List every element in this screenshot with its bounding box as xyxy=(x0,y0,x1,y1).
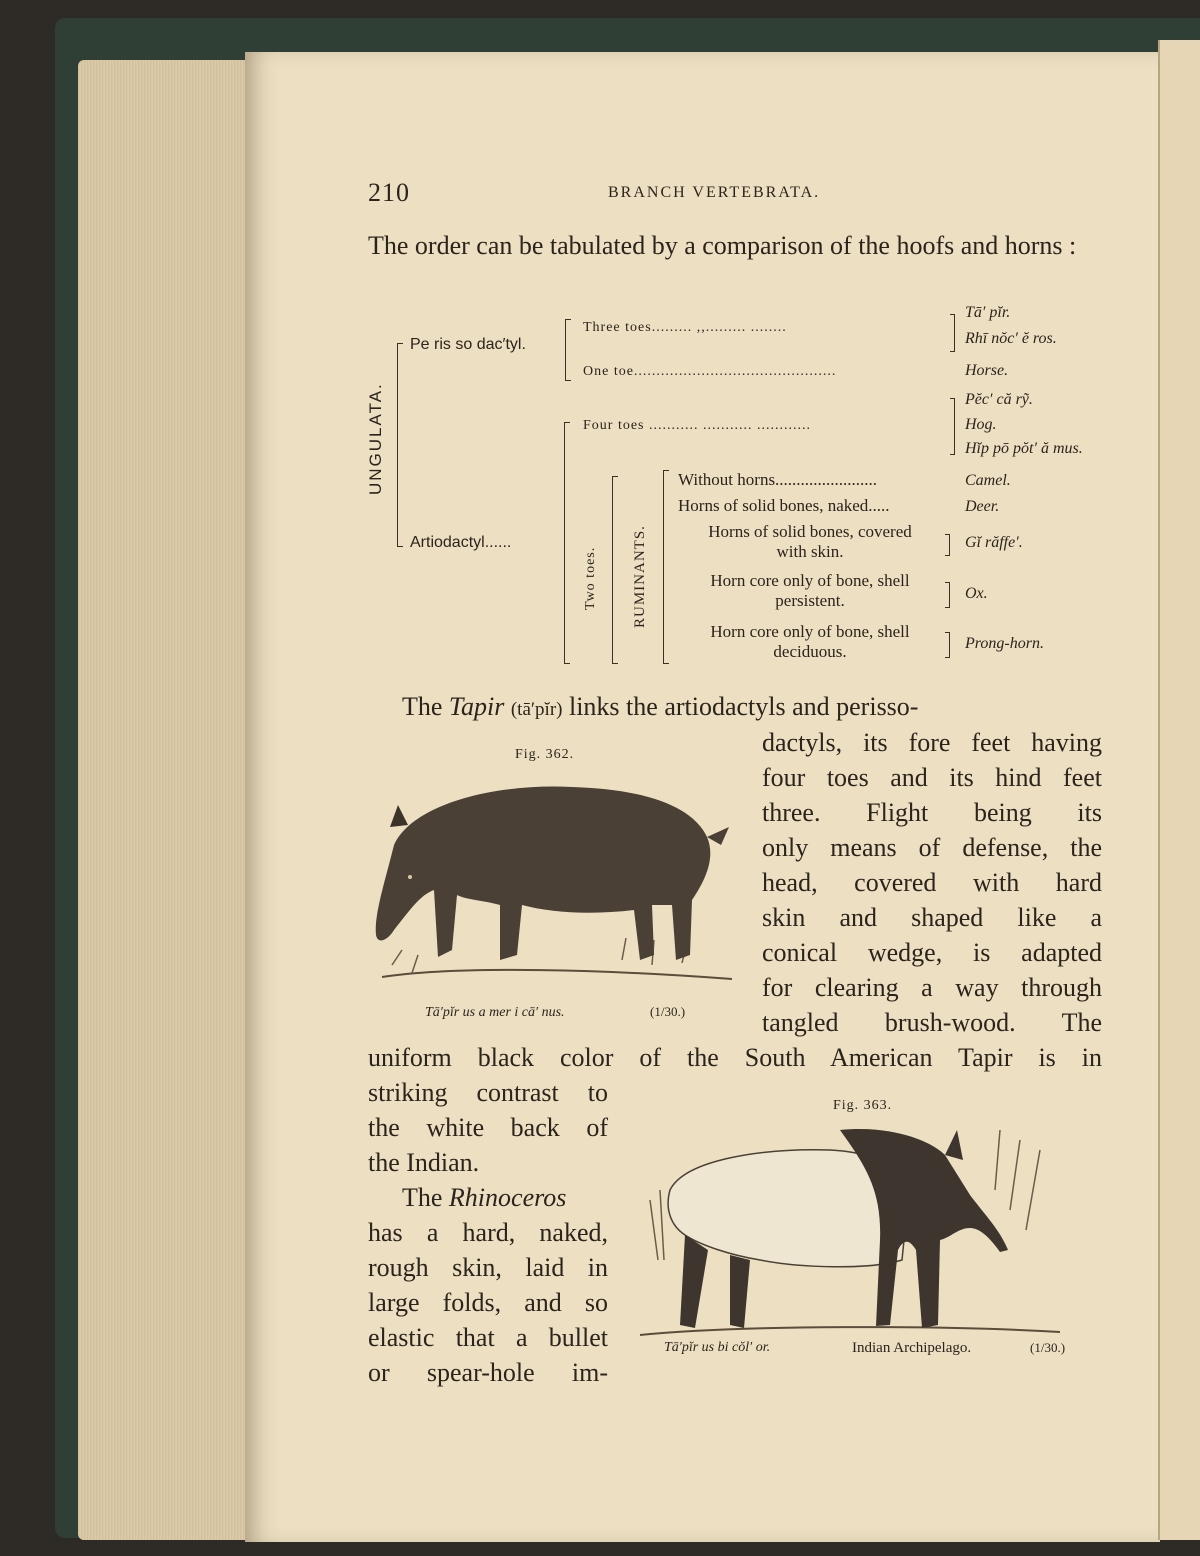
rhino-line: rough skin, laid in xyxy=(368,1253,608,1282)
tapir-line: for clearing a way through xyxy=(762,973,1102,1002)
tapir-full-line: uniform black color of the South American Tapir is in xyxy=(368,1043,1102,1072)
animal-camel: Camel. xyxy=(965,472,1011,489)
row-ox-line1: Horn core only of bone, shell xyxy=(710,571,910,590)
tapir-line: four toes and its hind feet xyxy=(762,763,1102,792)
tapir-left-line: the Indian. xyxy=(368,1148,480,1177)
row-giraffe-line2: with skin. xyxy=(776,542,844,561)
row-pronghorn-line1: Horn core only of bone, shell xyxy=(710,622,910,641)
page-number: 210 xyxy=(368,178,410,207)
rhino-column xyxy=(368,1180,608,1390)
animal-pronghorn: Prong-horn. xyxy=(965,635,1044,652)
tapir-right-column xyxy=(762,725,1102,1040)
order-brace xyxy=(397,343,403,547)
tapir-line1-rest: links the artiodactyls and perisso- xyxy=(568,692,919,721)
animal-tapir: Tā′ pĭr. xyxy=(965,304,1011,321)
tapir-first-line xyxy=(402,689,1102,727)
animal-giraffe: Gĭ răffe′. xyxy=(965,534,1023,551)
rhino-line: or spear-hole im- xyxy=(368,1358,608,1387)
animal-hippo: Hĭp pō pŏt′ ă mus. xyxy=(965,440,1083,457)
four-toes: Four toes ........... ........... ............ xyxy=(583,418,811,433)
perisso-brace xyxy=(565,319,571,381)
row-ox-desc xyxy=(678,571,942,611)
order-label: UNGULATA. xyxy=(366,382,385,495)
row-camel-desc: Without horns........................ xyxy=(678,470,878,489)
four-toes-animals-brace xyxy=(950,398,955,455)
rhino-first-line xyxy=(368,1180,608,1215)
fig362-caption: Tā′pĭr us a mer i cā′ nus. xyxy=(425,1005,565,1020)
rhino-the: The xyxy=(402,1183,443,1212)
page-edges xyxy=(78,60,258,1540)
animal-ox: Ox. xyxy=(965,585,988,602)
ox-brace xyxy=(945,582,950,608)
rhino-line: large folds, and so xyxy=(368,1288,608,1317)
rhino-line: elastic that a bullet xyxy=(368,1323,608,1352)
tapir-the: The xyxy=(402,692,443,721)
row-deer-desc: Horns of solid bones, naked..... xyxy=(678,496,890,515)
tapir-line: tangled brush-wood. The xyxy=(762,1008,1102,1037)
tapir-left-line: the white back of xyxy=(368,1113,608,1142)
rhino-line: has a hard, naked, xyxy=(368,1218,608,1247)
fig362-tapir-illustration xyxy=(372,765,742,1005)
tapir-pronunciation: (tā′pĭr) xyxy=(510,699,563,720)
giraffe-brace xyxy=(945,534,950,556)
ruminants-brace xyxy=(663,470,669,664)
animal-deer: Deer. xyxy=(965,498,1000,515)
pronghorn-brace xyxy=(945,632,950,658)
animal-hog: Hog. xyxy=(965,416,997,433)
row-giraffe-desc xyxy=(678,522,942,562)
animal-peccary: Pĕc′ că rỹ. xyxy=(965,391,1033,408)
artio-label: Artiodactyl...... xyxy=(410,534,512,551)
tapir-word: Tapir xyxy=(448,692,505,721)
row-giraffe-line1: Horns of solid bones, covered xyxy=(708,522,912,541)
row-ox-line2: persistent. xyxy=(775,591,845,610)
fig363-label: Fig. 363. xyxy=(833,1098,893,1113)
tapir-line: only means of defense, the xyxy=(762,833,1102,862)
two-toes-label: Two toes. xyxy=(583,546,598,610)
three-toes: Three toes......... ,,......... ........ xyxy=(583,320,787,335)
rhino-word: Rhinoceros xyxy=(448,1183,567,1212)
two-toes-brace xyxy=(612,476,618,664)
fig363-scale: (1/30.) xyxy=(1030,1340,1066,1355)
row-pronghorn-line2: deciduous. xyxy=(773,642,847,661)
fig362-label: Fig. 362. xyxy=(515,747,575,762)
facing-page-edge xyxy=(1158,40,1200,1540)
tapir-line: skin and shaped like a xyxy=(762,903,1102,932)
tapir-line: dactyls, its fore feet having xyxy=(762,728,1102,757)
ruminants-label: RUMINANTS. xyxy=(632,525,648,628)
tapir-line: head, covered with hard xyxy=(762,868,1102,897)
perisso-animals-brace xyxy=(950,314,955,352)
fig363-place: Indian Archipelago. xyxy=(852,1340,972,1356)
one-toe: One toe............................................. xyxy=(583,364,837,379)
fig362-scale: (1/30.) xyxy=(650,1004,686,1019)
intro-paragraph: The order can be tabulated by a comparison of the hoofs and horns : xyxy=(368,231,1077,260)
tapir-left-column xyxy=(368,1075,608,1180)
fig363-caption: Tā′pĭr us bi cŏl′ or. xyxy=(664,1340,771,1355)
perisso-label: Pe ris so dac′tyl. xyxy=(410,336,526,353)
animal-rhino: Rhī nŏc′ ĕ ros. xyxy=(965,330,1057,347)
tapir-left-line: striking contrast to xyxy=(368,1078,608,1107)
artio-brace xyxy=(564,422,570,664)
running-title: BRANCH VERTEBRATA. xyxy=(608,184,821,201)
row-pronghorn-desc xyxy=(678,622,942,662)
animal-horse: Horse. xyxy=(965,362,1009,379)
tapir-line: three. Flight being its xyxy=(762,798,1102,827)
tapir-line: conical wedge, is adapted xyxy=(762,938,1102,967)
fig363-tapir-illustration xyxy=(640,1120,1060,1345)
